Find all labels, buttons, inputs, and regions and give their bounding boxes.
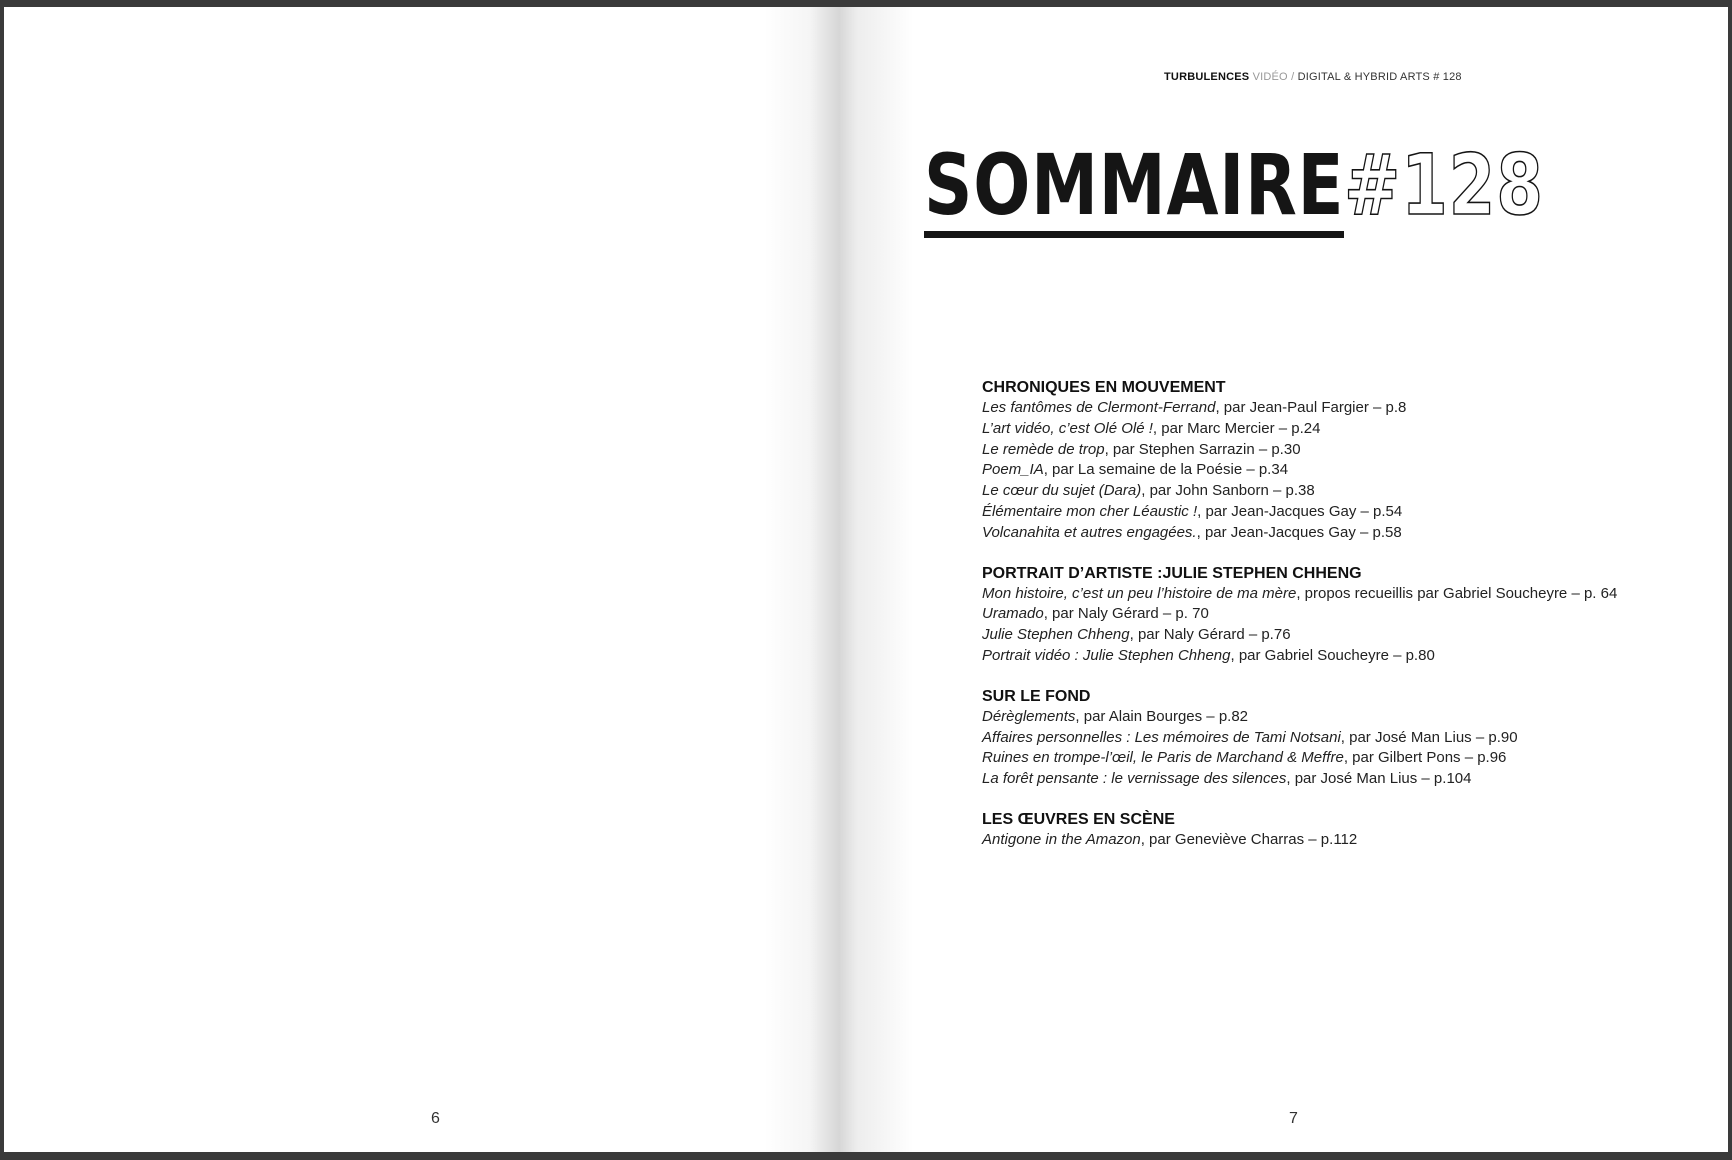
- article-credit: , par Geneviève Charras – p.112: [1140, 830, 1358, 848]
- article-title: Dérèglements: [982, 707, 1076, 725]
- article-title: Les fantômes de Clermont-Ferrand: [982, 399, 1216, 416]
- page-gutter-shadow: [764, 7, 914, 1152]
- toc-section: [982, 377, 1682, 544]
- article-title: Poem_IA: [982, 461, 1044, 479]
- toc-entry: [982, 769, 1682, 790]
- toc-section: [982, 686, 1682, 790]
- article-title: Affaires personnelles : Les mémoires de Tami Notsani: [982, 728, 1341, 746]
- article-title: L’art vidéo, c’est Olé Olé !: [982, 419, 1153, 437]
- page-number-left: 6: [431, 1110, 440, 1127]
- article-credit: , par Jean-Jacques Gay – p.58: [1196, 523, 1402, 541]
- article-title: Mon histoire, c’est un peu l’histoire de ma mère: [982, 584, 1297, 602]
- toc-entry: [982, 502, 1682, 523]
- article-credit: , par John Sanborn – p.38: [1141, 482, 1315, 500]
- toc-entry: [982, 604, 1682, 625]
- article-title: Le remède de trop: [982, 440, 1105, 458]
- toc-entry: [982, 523, 1682, 544]
- article-credit: , propos recueillis par Gabriel Soucheyre – p. 64: [1296, 584, 1618, 602]
- article-credit: , par La semaine de la Poésie – p.34: [1043, 461, 1289, 479]
- page-number-right: 7: [1289, 1110, 1298, 1127]
- article-title: Élémentaire mon cher Léaustic !: [982, 502, 1198, 520]
- toc-entry: [982, 646, 1682, 667]
- section-title: LES ŒUVRES EN SCÈNE: [982, 810, 1175, 828]
- article-credit: , par Gilbert Pons – p.96: [1343, 749, 1507, 767]
- article-credit: , par Naly Gérard – p. 70: [1043, 605, 1209, 623]
- section-title: CHRONIQUES EN MOUVEMENT: [982, 379, 1226, 396]
- toc-entry: [982, 440, 1682, 461]
- article-credit: , par Jean-Jacques Gay – p.54: [1197, 502, 1403, 520]
- article-credit: , par Stephen Sarrazin – p.30: [1104, 440, 1301, 458]
- article-title: La forêt pensante : le vernissage des silences: [982, 770, 1287, 788]
- title-issue-number: #128: [1344, 136, 1544, 234]
- article-credit: , par Marc Mercier – p.24: [1152, 419, 1321, 437]
- article-title: Portrait vidéo : Julie Stephen Chheng: [982, 646, 1231, 664]
- article-credit: , par José Man Lius – p.90: [1340, 728, 1518, 746]
- toc-entry: [982, 398, 1682, 419]
- toc-section: [982, 563, 1682, 667]
- page-title: [924, 136, 1544, 238]
- table-of-contents: [982, 377, 1682, 870]
- article-title: Le cœur du sujet (Dara): [982, 482, 1142, 500]
- article-title: Volcanahita et autres engagées.: [982, 523, 1197, 541]
- toc-entry: [982, 584, 1682, 605]
- section-title: PORTRAIT D’ARTISTE :JULIE STEPHEN CHHENG: [982, 564, 1362, 582]
- toc-entry: [982, 481, 1682, 502]
- toc-section: [982, 809, 1682, 851]
- header-subbrand: VIDÉO: [1252, 71, 1288, 83]
- header-brand: TURBULENCES: [1164, 71, 1250, 83]
- article-title: Ruines en trompe-l’œil, le Paris de Marchand & Meffre: [982, 749, 1344, 767]
- toc-entry: [982, 728, 1682, 749]
- article-title: Antigone in the Amazon: [982, 830, 1141, 848]
- toc-entry: [982, 830, 1682, 851]
- article-credit: , par José Man Lius – p.104: [1286, 770, 1472, 788]
- title-main: SOMMAIRE: [924, 143, 1344, 238]
- magazine-spread: [4, 7, 1728, 1152]
- toc-entry: [982, 625, 1682, 646]
- article-title: Julie Stephen Chheng: [982, 626, 1130, 644]
- header-separator: /: [1291, 71, 1295, 83]
- running-header: [1164, 71, 1462, 83]
- section-title: SUR LE FOND: [982, 687, 1091, 705]
- article-credit: , par Naly Gérard – p.76: [1129, 626, 1291, 644]
- toc-entry: [982, 707, 1682, 728]
- article-credit: , par Jean-Paul Fargier – p.8: [1215, 399, 1407, 416]
- article-title: Uramado: [982, 605, 1044, 623]
- toc-entry: [982, 419, 1682, 440]
- toc-entry: [982, 460, 1682, 481]
- header-rest: DIGITAL & HYBRID ARTS # 128: [1297, 71, 1462, 83]
- toc-entry: [982, 748, 1682, 769]
- article-credit: , par Gabriel Soucheyre – p.80: [1230, 646, 1435, 664]
- article-credit: , par Alain Bourges – p.82: [1075, 707, 1249, 725]
